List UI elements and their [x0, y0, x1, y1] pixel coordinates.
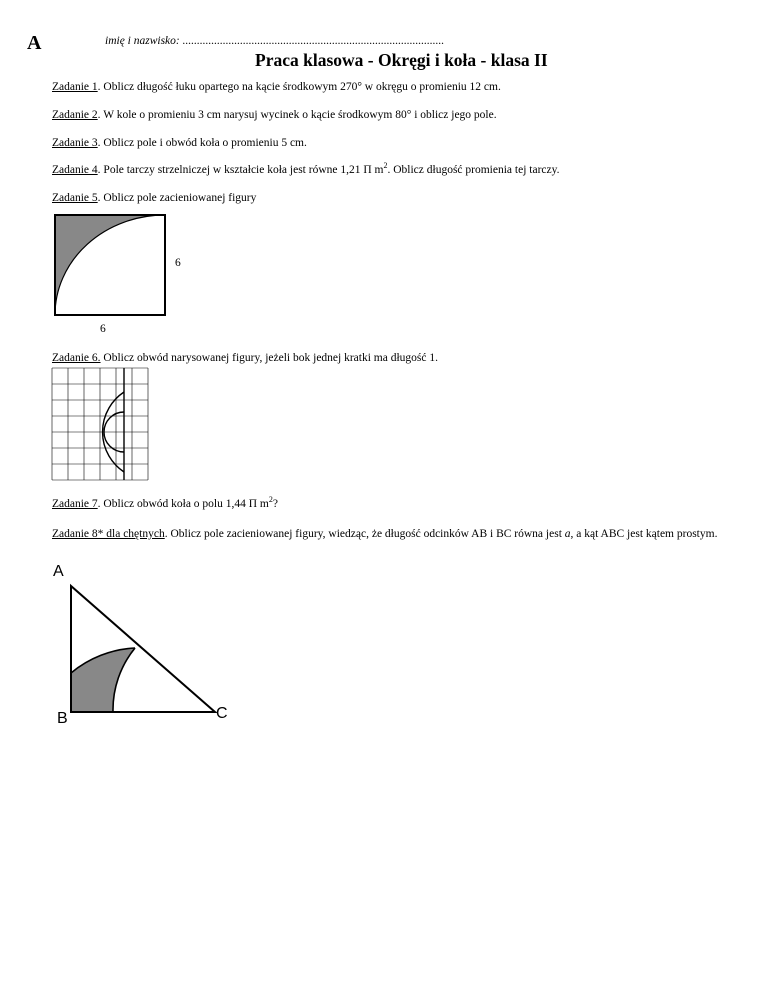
task-5: [52, 191, 256, 205]
task-7-label: Zadanie 7: [52, 498, 98, 510]
task-2-label: Zadanie 2: [52, 109, 98, 121]
variant-letter: A: [27, 32, 42, 54]
figure-5-shaded-region: [55, 215, 165, 315]
figure-8-shaded-region: [71, 648, 135, 712]
task-7: [52, 497, 278, 511]
task-6: [52, 351, 438, 365]
task-6-label: Zadanie 6.: [52, 352, 101, 364]
task-1-label: Zadanie 1: [52, 81, 98, 93]
task-8-variable: a: [564, 528, 571, 540]
task-8-text-end: , a kąt ABC jest kątem prostym.: [570, 528, 718, 540]
task-2-text: . W kole o promieniu 3 cm narysuj wycinek o kącie środkowym 80° i oblicz jego pole.: [97, 109, 497, 121]
task-1-text: . Oblicz długość łuku opartego na kącie środkowym 270° w okręgu o promieniu 12 cm.: [97, 81, 501, 93]
task-8: [52, 527, 732, 541]
task-7-superscript: 2: [268, 495, 273, 505]
task-5-text: . Oblicz pole zacieniowanej figury: [97, 192, 257, 204]
task-4-text: . Pole tarczy strzelniczej w kształcie koła jest równe 1,21 Π m: [97, 164, 384, 176]
task-3: [52, 136, 307, 150]
task-2: [52, 108, 497, 122]
figure-8-label-a: A: [53, 563, 64, 580]
figure-8-label-c: C: [216, 705, 228, 722]
task-1: [52, 80, 501, 94]
task-3-label: Zadanie 3: [52, 137, 98, 149]
task-7-text-end: ?: [272, 498, 278, 510]
task-8-text: . Oblicz pole zacieniowanej figury, wiedząc, że długość odcinków AB i BC równa jest: [164, 528, 565, 540]
figure-5-right-label: 6: [175, 257, 181, 269]
task-3-text: . Oblicz pole i obwód koła o promieniu 5 cm.: [97, 137, 307, 149]
figure-5-square-quarter-circle: [52, 212, 172, 316]
task-4-text-end: . Oblicz długość promienia tej tarczy.: [387, 164, 560, 176]
figure-6-grid-figure: [52, 368, 152, 484]
task-4-superscript: 2: [383, 161, 388, 171]
task-4: [52, 163, 560, 177]
figure-5-bottom-label: 6: [100, 323, 106, 335]
task-6-text: Oblicz obwód narysowanej figury, jeżeli bok jednej kratki ma długość 1.: [100, 352, 438, 364]
task-7-text: . Oblicz obwód koła o polu 1,44 Π m: [97, 498, 269, 510]
page-title: Praca klasowa - Okręgi i koła - klasa II: [255, 50, 548, 70]
figure-6-grid: [52, 368, 148, 480]
task-5-label: Zadanie 5: [52, 192, 98, 204]
figure-8-label-b: B: [57, 710, 68, 727]
task-8-label: Zadanie 8* dla chętnych: [52, 528, 165, 540]
task-4-label: Zadanie 4: [52, 164, 98, 176]
name-field-label: imię i nazwisko: ...........................................................................................: [105, 35, 445, 47]
figure-8-triangle-figure: [60, 580, 240, 720]
